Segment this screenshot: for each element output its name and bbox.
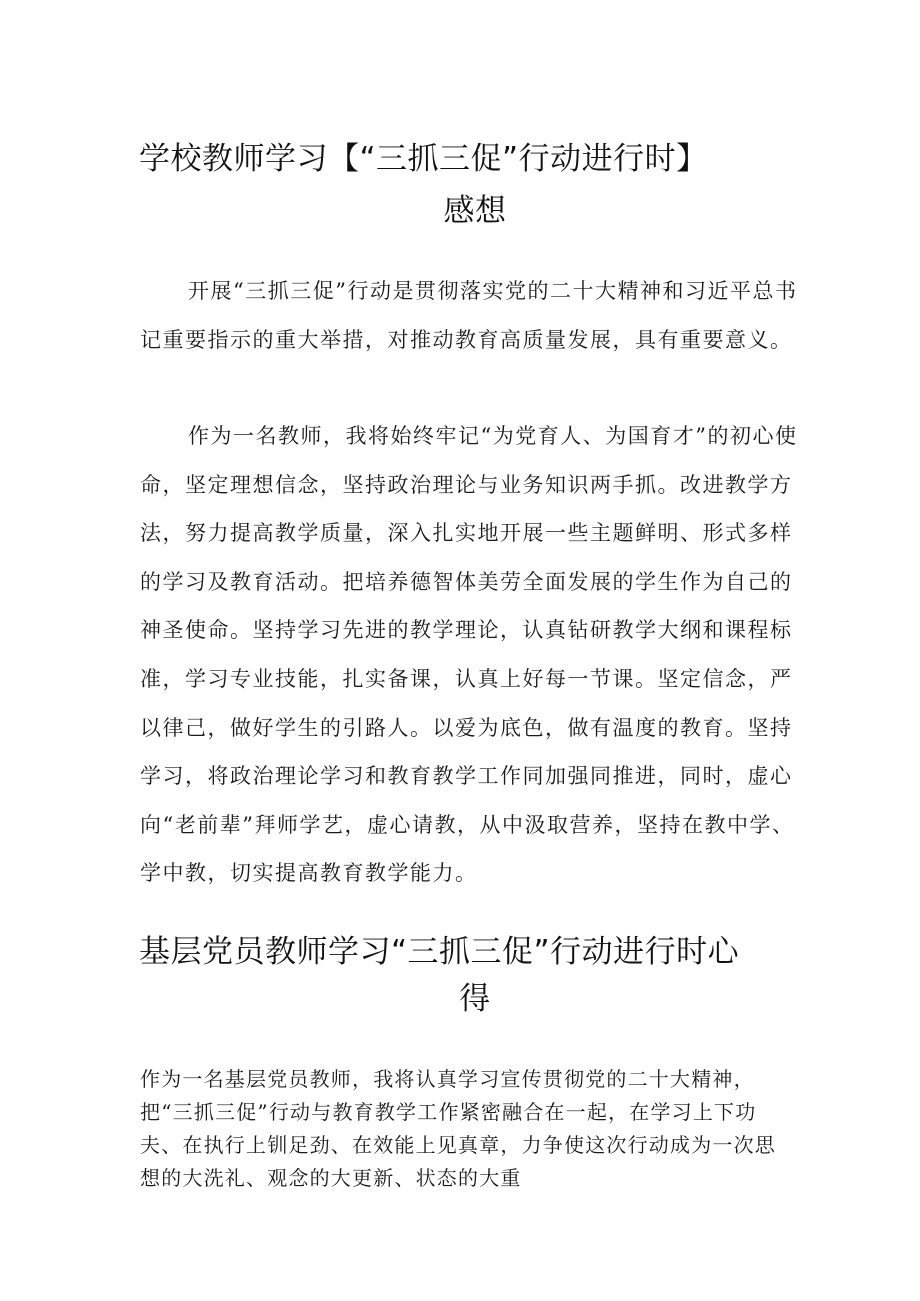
article1-title-line1: 学校教师学习【“三抓三促”行动进行时】 <box>139 141 708 177</box>
article1-title-line2: 感想 <box>443 193 507 229</box>
article2-title-line1: 基层党员教师学习“三抓三促”行动进行时心 <box>139 934 740 970</box>
article2-title-line2: 得 <box>459 981 491 1017</box>
article1-paragraph-1: 开展“三抓三促”行动是贯彻落实党的二十大精神和习近平总书记重要指示的重大举措，对推动教育高质量发展，具有重要意义。 <box>140 279 798 352</box>
article1-paragraph-2: 作为一名教师，我将始终牢记“为党育人、为国育才”的初心使命，坚定理想信念，坚持政治理论与业务知识两手抓。改进教学方法，努力提高教学质量，深入扎实地开展一些主题鲜明、形式多样的学习及教育活动。把培养德智体美劳全面发展的学生作为自己的神圣使命。坚持学习先进的教学理论，认真钻研教学大纲和课程标准，学习专业技能，扎实备课，认真上好每一节课。坚定信念，严以律己，做好学生的引路人。以爱为底色，做有温度的教育。坚持学习，将政治理论学习和教育教学工作同加强同推进，同时，虚心向“老前辈”拜师学艺，虚心请教，从中汲取营养，坚持在教中学、学中教，切实提高教育教学能力。 <box>140 424 798 886</box>
article2-paragraph-1: 作为一名基层党员教师，我将认真学习宣传贯彻党的二十大精神，把“三抓三促”行动与教育教学工作紧密融合在一起，在学习上下功夫、在执行上钏足劲、在效能上见真章，力争使这次行动成为一次思想的大洗礼、观念的大更新、状态的大重 <box>140 1067 776 1190</box>
